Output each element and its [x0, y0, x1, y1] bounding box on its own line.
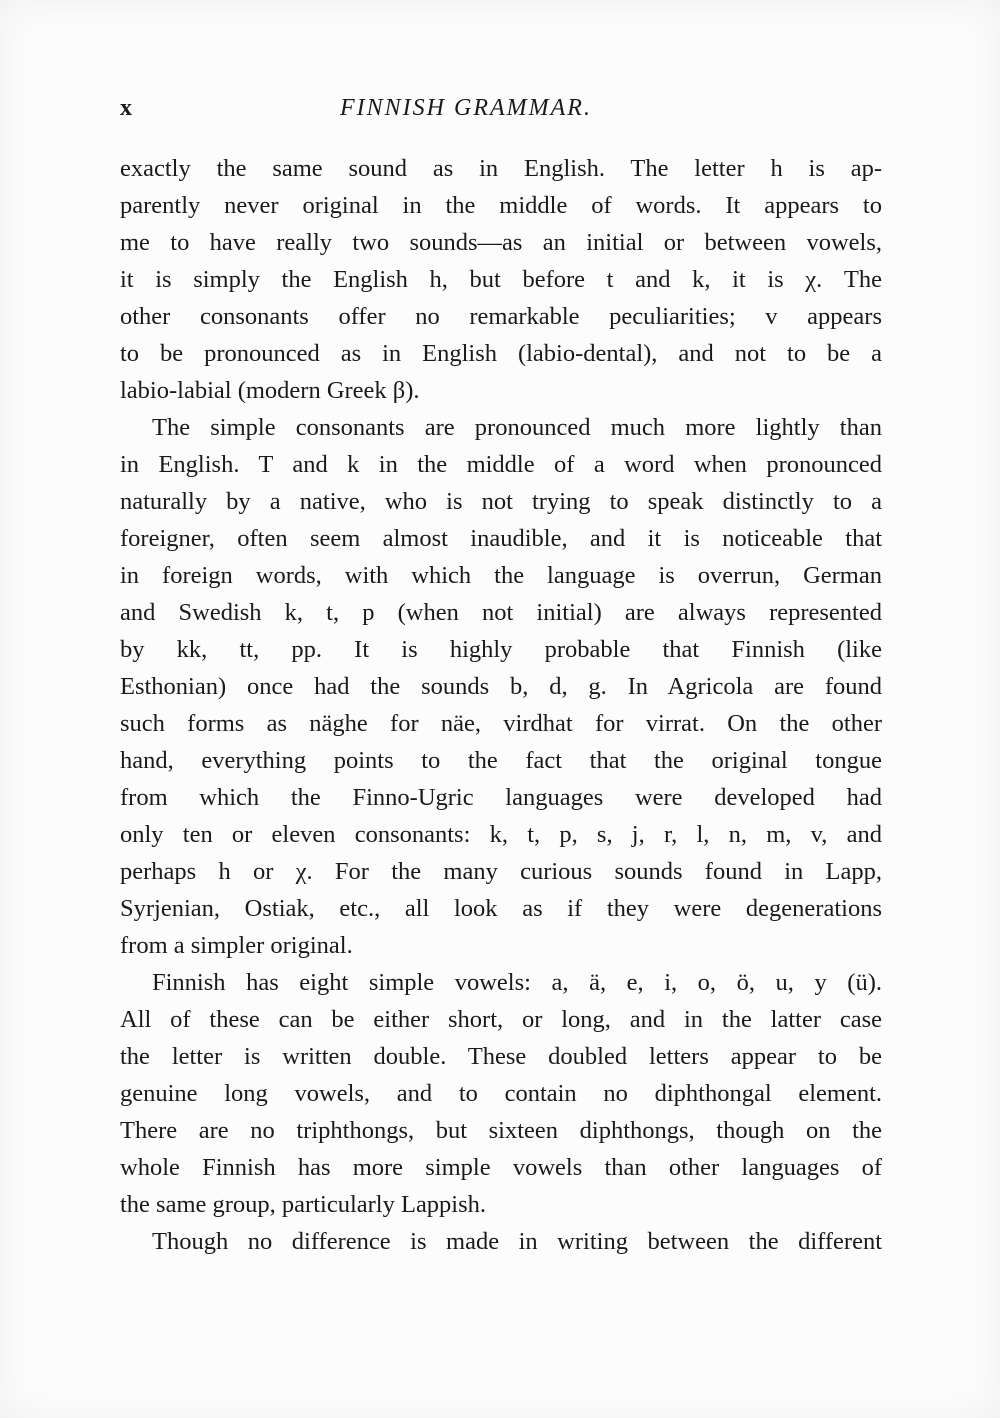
- text-line: to be pronounced as in English (labio-dental), and not to be a: [120, 340, 882, 367]
- text-line: parently never original in the middle of words. It appears to: [120, 192, 882, 219]
- text-line: exactly the same sound as in English. The letter h is ap-: [120, 155, 882, 182]
- text-line: it is simply the English h, but before t and k, it is χ. The: [120, 266, 882, 293]
- text-line: labio-labial (modern Greek β).: [120, 377, 420, 404]
- text-line: Esthonian) once had the sounds b, d, g. In Agricola are found: [120, 673, 882, 700]
- text-line: Finnish has eight simple vowels: a, ä, e, i, o, ö, u, y (ü).: [152, 969, 882, 996]
- text-line: hand, everything points to the fact that the original tongue: [120, 747, 882, 774]
- text-line: and Swedish k, t, p (when not initial) are always represented: [120, 599, 882, 626]
- text-line: the same group, particularly Lappish.: [120, 1191, 487, 1218]
- text-line: foreigner, often seem almost inaudible, and it is noticeable that: [120, 525, 882, 552]
- paragraph: [120, 150, 882, 409]
- text-line: There are no triphthongs, but sixteen diphthongs, though on the: [120, 1117, 882, 1144]
- text-line: by kk, tt, pp. It is highly probable that Finnish (like: [120, 636, 882, 663]
- text-line: whole Finnish has more simple vowels than other languages of: [120, 1154, 882, 1181]
- page-header: [120, 95, 880, 131]
- running-head: FINNISH GRAMMAR.: [340, 95, 592, 121]
- text-line: All of these can be either short, or long, and in the latter case: [120, 1006, 882, 1033]
- text-line: genuine long vowels, and to contain no diphthongal element.: [120, 1080, 882, 1107]
- page-number: x: [120, 95, 132, 121]
- text-line: from which the Finno-Ugric languages were developed had: [120, 784, 882, 811]
- text-line: from a simpler original.: [120, 932, 353, 959]
- text-line: naturally by a native, who is not trying to speak distinctly to a: [120, 488, 882, 515]
- body-text: [120, 150, 882, 1260]
- text-line: Though no difference is made in writing between the different: [152, 1228, 882, 1255]
- paragraph: [120, 409, 882, 964]
- text-line: the letter is written double. These doubled letters appear to be: [120, 1043, 882, 1070]
- paragraph: [120, 964, 882, 1223]
- text-line: perhaps h or χ. For the many curious sounds found in Lapp,: [120, 858, 882, 885]
- text-line: me to have really two sounds—as an initial or between vowels,: [120, 229, 882, 256]
- text-line: in foreign words, with which the language is overrun, German: [120, 562, 882, 589]
- text-line: in English. T and k in the middle of a word when pronounced: [120, 451, 882, 478]
- text-line: Syrjenian, Ostiak, etc., all look as if they were degenerations: [120, 895, 882, 922]
- text-line: The simple consonants are pronounced much more lightly than: [152, 414, 882, 441]
- text-line: other consonants offer no remarkable peculiarities; v appears: [120, 303, 882, 330]
- text-line: such forms as näghe for näe, virdhat for virrat. On the other: [120, 710, 882, 737]
- paragraph: [120, 1223, 882, 1260]
- text-line: only ten or eleven consonants: k, t, p, s, j, r, l, n, m, v, and: [120, 821, 882, 848]
